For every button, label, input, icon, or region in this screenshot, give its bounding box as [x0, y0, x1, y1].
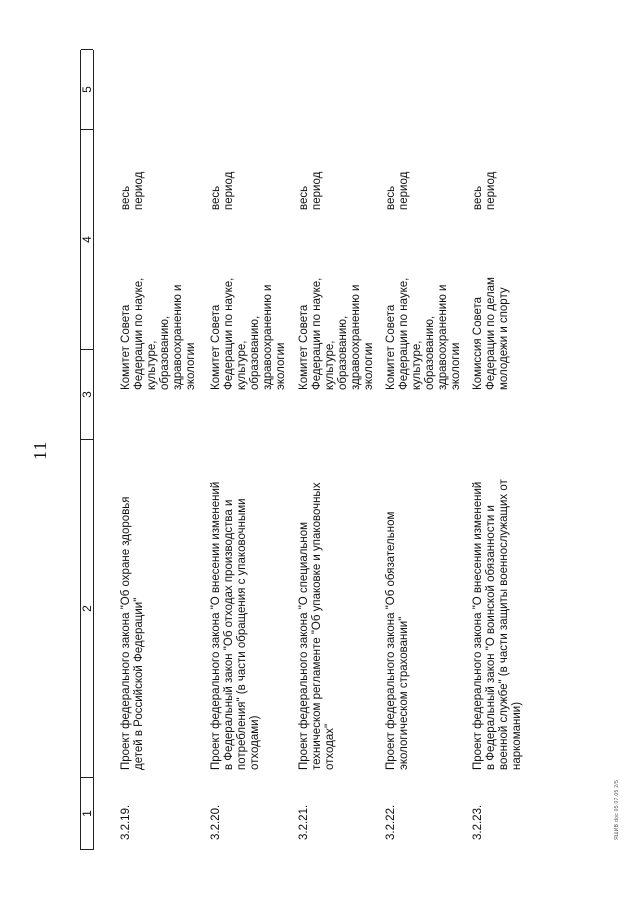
row-number: 3.2.21.: [298, 804, 310, 840]
row-number: 3.2.22.: [385, 804, 397, 840]
responsible-committee: Комитет Совета Федерации по науке, культуре, образованию, здравоохранению и экологии: [210, 277, 287, 390]
period: весь период: [385, 171, 410, 210]
row-number: 3.2.20.: [210, 804, 222, 840]
bill-title: Проект федерального закона "О внесении изменений в Федеральный закон "О воинской обязанности и военной службе" (в части защиты военнослужащих от наркомании): [472, 479, 523, 770]
period: весь период: [210, 171, 235, 210]
period: весь период: [298, 171, 323, 210]
period: весь период: [120, 171, 145, 210]
header-col-4: 4: [81, 129, 93, 349]
header-col-2: 2: [81, 439, 93, 777]
responsible-committee: Комитет Совета Федерации по науке, культуре, образованию, здравоохранению и экологии: [120, 277, 197, 390]
responsible-committee: Комитет Совета Федерации по науке, культуре, образованию, здравоохранению и экологии: [385, 277, 462, 390]
bill-title: Проект федерального закона "Об обязательном экологическом страховании": [385, 511, 410, 770]
bill-title: Проект федерального закона "О внесении изменений в Федеральный закон "Об отходах производства и потребления" (в части обращения с упаковочными отходами): [210, 481, 261, 770]
footer-stamp: ЯШИВ.doc 05.07.05 2/5: [614, 779, 620, 840]
table-header: [80, 50, 94, 850]
bill-title: Проект федерального закона "О специальном техническом регламенте "Об упаковке и упаковочных отходах": [298, 482, 336, 770]
page-number: 11: [30, 440, 50, 460]
responsible-committee: Комитет Совета Федерации по науке, культуре, образованию, здравоохранению и экологии: [298, 277, 375, 390]
header-col-1: 1: [81, 777, 93, 849]
header-col-3: 3: [81, 349, 93, 439]
row-number: 3.2.23.: [472, 804, 484, 840]
row-number: 3.2.19.: [120, 804, 132, 840]
header-col-5: 5: [81, 49, 93, 129]
responsible-committee: Комиссия Совета Федерации по делам молодежи и спорту: [472, 277, 510, 390]
bill-title: Проект федерального закона "Об охране здоровья детей в Российской Федерации": [120, 496, 145, 770]
period: весь период: [472, 171, 497, 210]
